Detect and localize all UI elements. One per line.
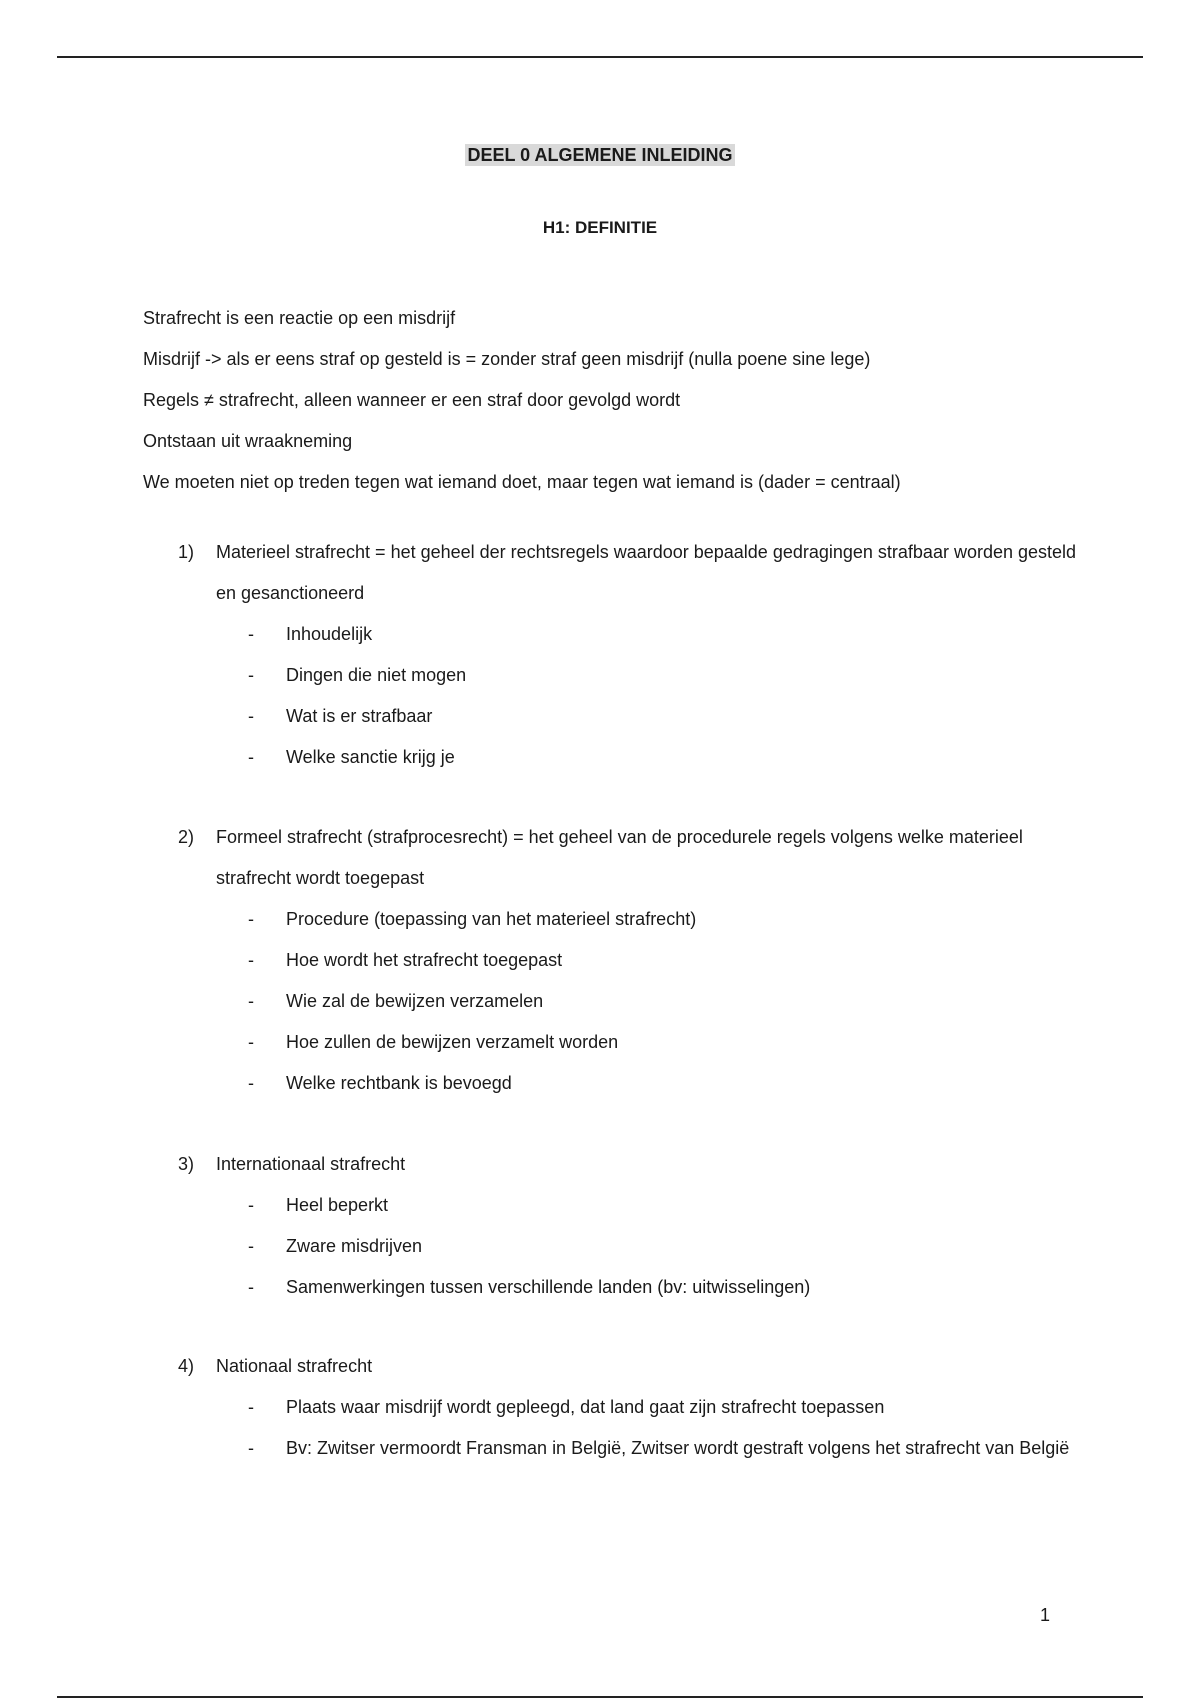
section-nationaal-strafrecht (178, 1346, 1078, 1469)
list-item-text: Inhoudelijk (286, 624, 373, 644)
intro-line: Misdrijf -> als er eens straf op gesteld is = zonder straf geen misdrijf (nulla poene sine lege) (143, 349, 871, 369)
page-number: 1 (1040, 1605, 1051, 1625)
list-item (178, 1387, 1078, 1428)
list-item (178, 1063, 1078, 1104)
intro-line: Strafrecht is een reactie op een misdrijf (143, 308, 456, 328)
list-item (178, 1428, 1078, 1469)
document-title (0, 145, 1200, 166)
section-heading-text: Nationaal strafrecht (216, 1356, 373, 1376)
section-materieel-strafrecht (178, 532, 1078, 778)
section-heading (178, 1144, 1078, 1185)
dash-bullet: - (248, 1397, 254, 1417)
list-item (178, 696, 1078, 737)
bullet-list (178, 614, 1078, 778)
dash-bullet: - (248, 950, 254, 970)
dash-bullet: - (248, 1236, 254, 1256)
list-item-text: Wat is er strafbaar (286, 706, 433, 726)
list-item-text: Wie zal de bewijzen verzamelen (286, 991, 544, 1011)
list-item-text: Procedure (toepassing van het materieel strafrecht) (286, 909, 697, 929)
section-heading (178, 1346, 1078, 1387)
document-title-text: DEEL 0 ALGEMENE INLEIDING (467, 145, 733, 165)
list-item (178, 1267, 1078, 1308)
list-item-text: Welke sanctie krijg je (286, 747, 455, 767)
section-number: 4) (178, 1356, 195, 1376)
dash-bullet: - (248, 1032, 254, 1052)
top-rule (57, 56, 1143, 58)
list-item (178, 737, 1078, 778)
list-item (178, 1185, 1078, 1226)
list-item (178, 940, 1078, 981)
bullet-list (178, 899, 1078, 1104)
section-internationaal-strafrecht (178, 1144, 1078, 1308)
bottom-rule (57, 1696, 1143, 1698)
dash-bullet: - (248, 1195, 254, 1215)
list-item (178, 655, 1078, 696)
section-heading-text: Materieel strafrecht = het geheel der rechtsregels waardoor bepaalde gedragingen strafbaar worden gesteld en gesanctioneerd (216, 542, 1077, 603)
dash-bullet: - (248, 624, 254, 644)
section-heading-text: Formeel strafrecht (strafprocesrecht) = het geheel van de procedurele regels volgens welke materieel strafrecht wordt toegepast (216, 827, 1023, 888)
list-item (178, 614, 1078, 655)
list-item-text: Welke rechtbank is bevoegd (286, 1073, 512, 1093)
dash-bullet: - (248, 1438, 254, 1458)
list-item-text: Plaats waar misdrijf wordt gepleegd, dat land gaat zijn strafrecht toepassen (286, 1397, 885, 1417)
section-heading (178, 532, 1078, 614)
intro-line: We moeten niet op treden tegen wat iemand doet, maar tegen wat iemand is (dader = centraal) (143, 472, 901, 492)
intro-line: Regels ≠ strafrecht, alleen wanneer er een straf door gevolgd wordt (143, 390, 681, 410)
list-item (178, 899, 1078, 940)
list-item (178, 981, 1078, 1022)
dash-bullet: - (248, 706, 254, 726)
section-heading (178, 817, 1078, 899)
chapter-heading: H1: DEFINITIE (542, 218, 658, 237)
list-item-text: Dingen die niet mogen (286, 665, 467, 685)
intro-paragraph (143, 298, 1083, 503)
list-item-text: Hoe wordt het strafrecht toegepast (286, 950, 563, 970)
list-item (178, 1022, 1078, 1063)
list-item-text: Zware misdrijven (286, 1236, 423, 1256)
dash-bullet: - (248, 1073, 254, 1093)
dash-bullet: - (248, 991, 254, 1011)
section-formeel-strafrecht (178, 817, 1078, 1104)
intro-line: Ontstaan uit wraakneming (143, 431, 353, 451)
list-item-text: Heel beperkt (286, 1195, 389, 1215)
section-heading-text: Internationaal strafrecht (216, 1154, 406, 1174)
bullet-list (178, 1387, 1078, 1469)
section-number: 2) (178, 827, 195, 847)
dash-bullet: - (248, 665, 254, 685)
list-item (178, 1226, 1078, 1267)
list-item-text: Samenwerkingen tussen verschillende landen (bv: uitwisselingen) (286, 1277, 811, 1297)
dash-bullet: - (248, 909, 254, 929)
bullet-list (178, 1185, 1078, 1308)
dash-bullet: - (248, 747, 254, 767)
list-item-text: Bv: Zwitser vermoordt Fransman in België, Zwitser wordt gestraft volgens het strafrecht van België (286, 1438, 1070, 1458)
section-number: 3) (178, 1154, 195, 1174)
list-item-text: Hoe zullen de bewijzen verzamelt worden (286, 1032, 619, 1052)
dash-bullet: - (248, 1277, 254, 1297)
section-number: 1) (178, 542, 195, 562)
